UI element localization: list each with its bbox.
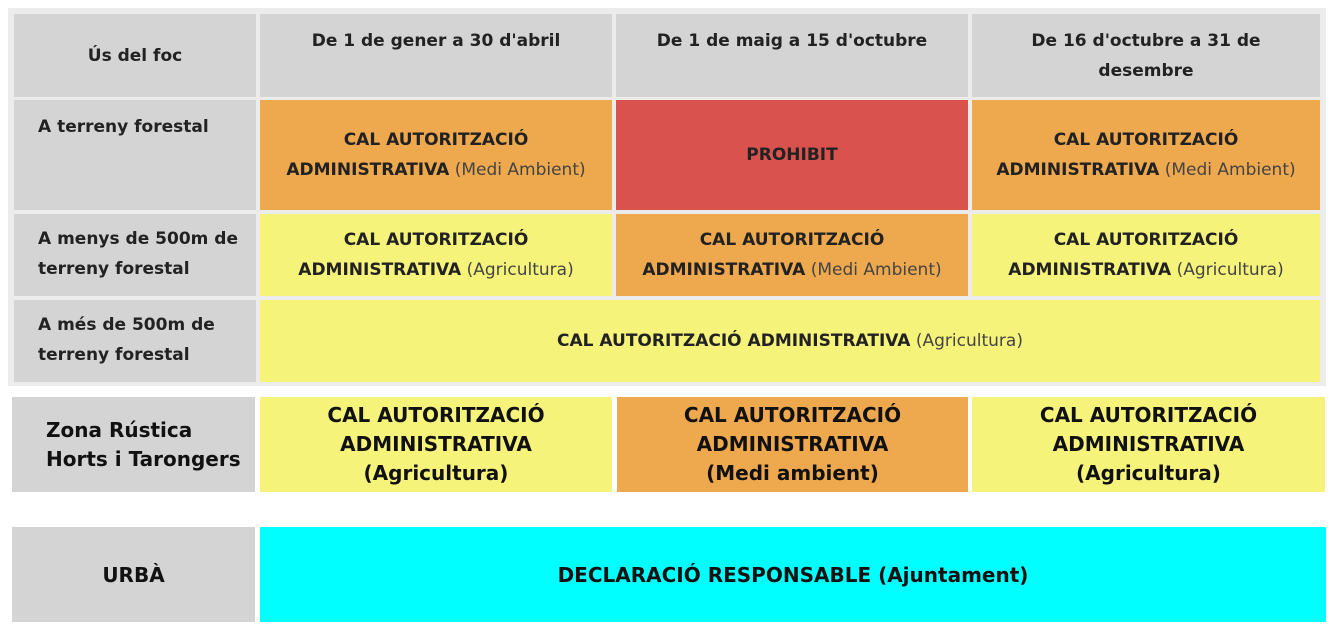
row-label-more-500m-text: A més de 500m de terreny forestal (38, 315, 215, 365)
row-label-forest-land (14, 100, 256, 210)
cell-rustic-jan-apr-line3: (Agricultura) (363, 461, 509, 485)
cell-rustic-may-oct-line3: (Medi ambient) (706, 461, 879, 485)
cell-forest-may-oct (616, 100, 968, 210)
rustic-zone-label-line2: Horts i Tarongers (46, 446, 241, 471)
cell-more500-status: CAL AUTORITZACIÓ ADMINISTRATIVA (557, 331, 911, 351)
cell-less500-oct-dec-status: CAL AUTORITZACIÓ ADMINISTRATIVA (1008, 230, 1239, 280)
cell-forest-may-oct-status: PROHIBIT (746, 145, 838, 165)
cell-forest-jan-apr-status: CAL AUTORITZACIÓ ADMINISTRATIVA (286, 130, 529, 180)
cell-less500-jan-apr (260, 214, 612, 296)
header-period-jan-apr (260, 14, 612, 97)
cell-less500-oct-dec-authority: (Agricultura) (1176, 260, 1284, 280)
cell-forest-oct-dec (972, 100, 1320, 210)
cell-forest-jan-apr-authority: (Medi Ambient) (454, 160, 586, 180)
cell-less500-may-oct-authority: (Medi Ambient) (810, 260, 942, 280)
rustic-zone-label-line1: Zona Rústica (46, 417, 193, 442)
row-label-forest-land-text: A terreny forestal (38, 117, 209, 137)
cell-forest-oct-dec-authority: (Medi Ambient) (1164, 160, 1296, 180)
cell-less500-jan-apr-authority: (Agricultura) (466, 260, 574, 280)
cell-rustic-may-oct-line2: ADMINISTRATIVA (696, 432, 889, 456)
cell-rustic-jan-apr-line1: CAL AUTORITZACIÓ (327, 403, 545, 427)
cell-more500-authority: (Agricultura) (915, 331, 1023, 351)
cell-rustic-may-oct-line1: CAL AUTORITZACIÓ (683, 403, 902, 427)
cell-forest-oct-dec-status: CAL AUTORITZACIÓ ADMINISTRATIVA (996, 130, 1239, 180)
row-label-less-500m (14, 214, 256, 296)
cell-rustic-jan-apr (260, 397, 612, 492)
cell-less500-oct-dec (972, 214, 1320, 296)
header-period-may-oct (616, 14, 968, 97)
cell-rustic-oct-dec (972, 397, 1325, 492)
cell-forest-jan-apr (260, 100, 612, 210)
cell-rustic-oct-dec-line3: (Agricultura) (1076, 461, 1221, 485)
cell-rustic-may-oct (617, 397, 968, 492)
row-label-rustic-zone (12, 397, 255, 492)
row-label-urban (12, 527, 255, 622)
row-label-urban-text: URBÀ (102, 562, 165, 587)
header-period-may-oct-label: De 1 de maig a 15 d'octubre (656, 31, 928, 51)
header-fire-use (14, 14, 256, 97)
header-period-oct-dec-label: De 16 d'octubre a 31 de desembre (1031, 31, 1261, 81)
cell-rustic-jan-apr-line2: ADMINISTRATIVA (340, 432, 532, 456)
header-period-jan-apr-label: De 1 de gener a 30 d'abril (311, 31, 561, 51)
cell-less500-may-oct-status: CAL AUTORITZACIÓ ADMINISTRATIVA (642, 230, 885, 280)
row-label-more-500m (14, 300, 256, 382)
cell-less500-jan-apr-status: CAL AUTORITZACIÓ ADMINISTRATIVA (298, 230, 529, 280)
cell-urban-all-year (260, 527, 1326, 622)
cell-more500-all-year (260, 300, 1320, 382)
header-period-oct-dec (972, 14, 1320, 97)
cell-rustic-oct-dec-line1: CAL AUTORITZACIÓ (1039, 403, 1258, 427)
cell-less500-may-oct (616, 214, 968, 296)
cell-urban-value: DECLARACIÓ RESPONSABLE (Ajuntament) (557, 562, 1029, 587)
header-fire-use-label: Ús del foc (87, 45, 183, 66)
cell-rustic-oct-dec-line2: ADMINISTRATIVA (1052, 432, 1245, 456)
row-label-less-500m-text: A menys de 500m de terreny forestal (38, 229, 238, 279)
